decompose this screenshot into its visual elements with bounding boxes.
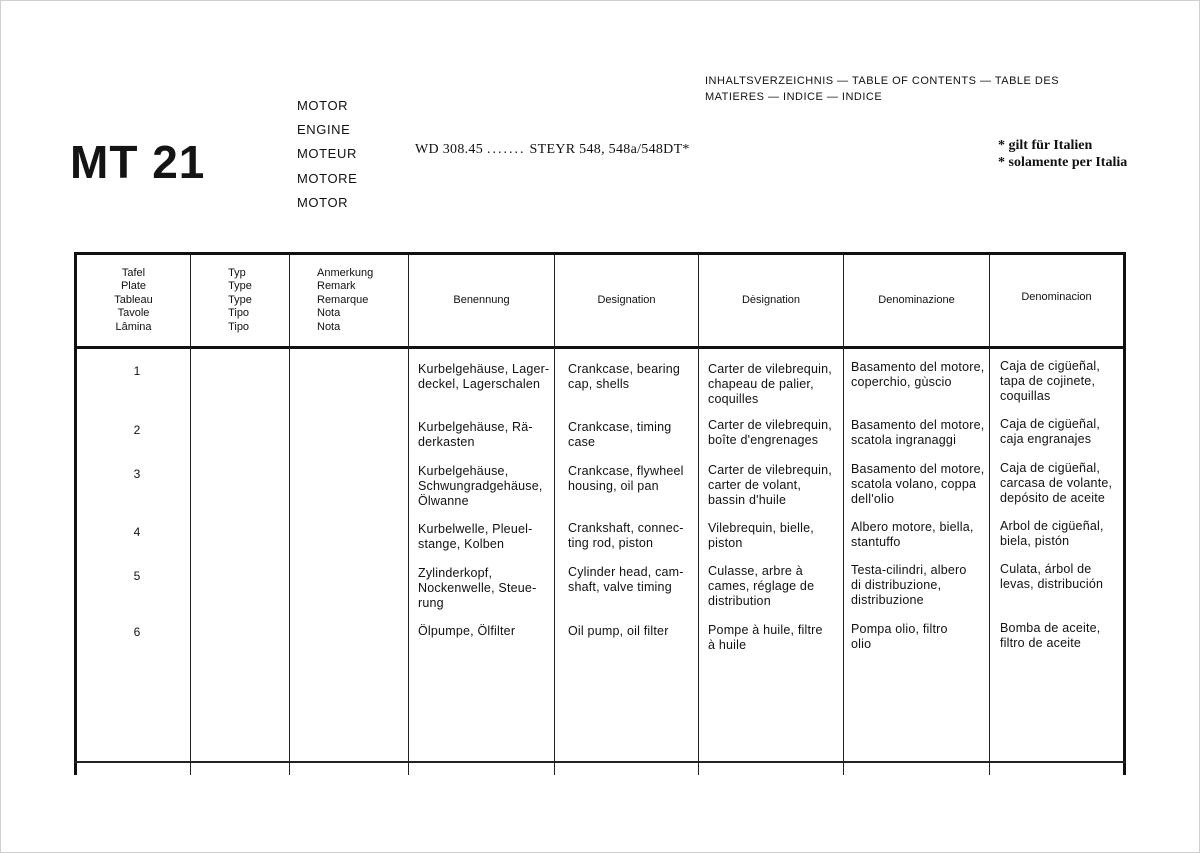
row-tafel-number: 2: [133, 423, 141, 437]
column-divider: [289, 255, 290, 775]
table-of-contents-heading: [705, 73, 1059, 107]
document-code: MT 21: [70, 136, 206, 188]
table-right-border: [1123, 252, 1126, 775]
row-tafel-number: 1: [133, 364, 141, 378]
header-tafel-en: Plate: [120, 280, 147, 293]
header-typ-es: Tipo: [228, 320, 250, 333]
header-tafel-de: Tafel: [121, 266, 146, 279]
toc-line-1: INHALTSVERZEICHNIS — TABLE OF CONTENTS — TABLE DES: [705, 75, 1060, 87]
contents-table: [74, 252, 1126, 775]
header-typ-fr: Type: [228, 293, 252, 306]
row-tafel-number: 3: [133, 467, 141, 481]
header-tafel: [77, 255, 190, 346]
motor-title-es: MOTOR: [297, 194, 349, 210]
row-designation-fr: Carter de vilebrequin, chapeau de palier, coquilles: [708, 362, 832, 406]
table-footer-line: [74, 761, 1126, 763]
header-anmerkung-de: Anmerkung: [317, 266, 374, 279]
row-designation-en: Crankcase, flywheel housing, oil pan: [568, 464, 684, 493]
header-anmerkung-fr: Remarque: [317, 293, 369, 306]
row-denominacion: Bomba de aceite, filtro de aceite: [1000, 621, 1101, 650]
row-denominacion: Caja de cigüeñal, caja engranajes: [1000, 417, 1100, 446]
wd-model: STEYR 548, 548a/548DT*: [529, 142, 690, 157]
row-designation-en: Oil pump, oil filter: [568, 624, 669, 638]
row-denominacion: Caja de cigüeñal, tapa de cojinete, coquillas: [1000, 359, 1100, 403]
header-typ: [191, 255, 289, 346]
header-designation-fr: Dėsignation: [741, 293, 801, 306]
row-benennung: Kurbelwelle, Pleuel- stange, Kolben: [418, 522, 533, 551]
motor-title-it: MOTORE: [297, 170, 358, 186]
motor-title-en: ENGINE: [297, 122, 351, 138]
row-designation-fr: Carter de vilebrequin, carter de volant, bassin d'huile: [708, 463, 832, 507]
header-tafel-fr: Tableau: [114, 293, 153, 306]
motor-title-list: [297, 94, 357, 215]
wd-dots: .......: [487, 142, 526, 157]
header-anmerkung-en: Remark: [317, 280, 356, 293]
row-benennung: Ölpumpe, Ölfilter: [418, 624, 516, 638]
motor-title-de: MOTOR: [297, 98, 349, 113]
header-denominacion: Denominacion: [1021, 290, 1092, 303]
header-tafel-es: Lâmina: [115, 320, 152, 333]
row-benennung: Zylinderkopf, Nockenwelle, Steue- rung: [418, 566, 537, 610]
row-denominacion: Culata, árbol de levas, distribución: [1000, 562, 1104, 591]
header-denominazione: Denominazione: [878, 293, 955, 306]
row-designation-en: Crankshaft, connec- ting rod, piston: [568, 521, 684, 550]
row-denominacion: Arbol de cigüeñal, biela, pistón: [1000, 519, 1104, 548]
row-designation-fr: Pompe à huile, filtre à huile: [708, 623, 823, 652]
row-denominazione: Basamento del motore, coperchio, gùscio: [851, 360, 985, 389]
row-denominazione: Basamento del motore, scatola ingranaggi: [851, 418, 985, 447]
row-designation-fr: Vilebrequin, bielle, piston: [708, 521, 814, 550]
header-designation-en: Designation: [597, 293, 656, 306]
wd-reference: [415, 142, 690, 158]
header-anmerkung-es: Nota: [317, 320, 341, 333]
header-typ-de: Typ: [228, 266, 246, 279]
footnote-de: * gilt für Italien: [998, 138, 1093, 153]
motor-title-fr: MOTEUR: [297, 146, 357, 162]
row-designation-en: Cylinder head, cam- shaft, valve timing: [568, 565, 684, 594]
toc-line-2: MATIERES — INDICE — INDICE: [705, 91, 883, 103]
header-tafel-it: Tavole: [117, 307, 150, 320]
row-designation-en: Crankcase, timing case: [568, 420, 672, 449]
row-designation-fr: Carter de vilebrequin, boîte d'engrenages: [708, 418, 832, 447]
row-benennung: Kurbelgehäuse, Lager- deckel, Lagerschalen: [418, 362, 550, 391]
footnote-it: * solamente per Italia: [998, 155, 1128, 170]
wd-code: WD 308.45: [415, 142, 484, 157]
row-designation-fr: Culasse, arbre à cames, réglage de distribution: [708, 564, 815, 608]
row-benennung: Kurbelgehäuse, Schwungradgehäuse, Ölwanne: [418, 464, 543, 508]
header-anmerkung: [317, 255, 408, 346]
header-benennung: Benennung: [453, 293, 510, 306]
row-denominazione: Pompa olio, filtro olio: [851, 622, 948, 651]
row-denominazione: Testa-cilindri, albero di distribuzione, distribuzione: [851, 563, 967, 607]
header-anmerkung-it: Nota: [317, 307, 341, 320]
row-benennung: Kurbelgehäuse, Rä- derkasten: [418, 420, 533, 449]
row-tafel-number: 4: [133, 525, 141, 539]
row-designation-en: Crankcase, bearing cap, shells: [568, 362, 680, 391]
table-header-divider: [74, 346, 1126, 349]
footnotes: [998, 137, 1127, 171]
header-typ-it: Tipo: [228, 307, 250, 320]
row-denominacion: Caja de cigüeñal, carcasa de volante, depósito de aceite: [1000, 461, 1113, 505]
row-tafel-number: 6: [133, 625, 141, 639]
row-tafel-number: 5: [133, 569, 141, 583]
row-denominazione: Albero motore, biella, stantuffo: [851, 520, 974, 549]
row-denominazione: Basamento del motore, scatola volano, coppa dell'olio: [851, 462, 985, 506]
header-typ-en: Type: [228, 280, 252, 293]
